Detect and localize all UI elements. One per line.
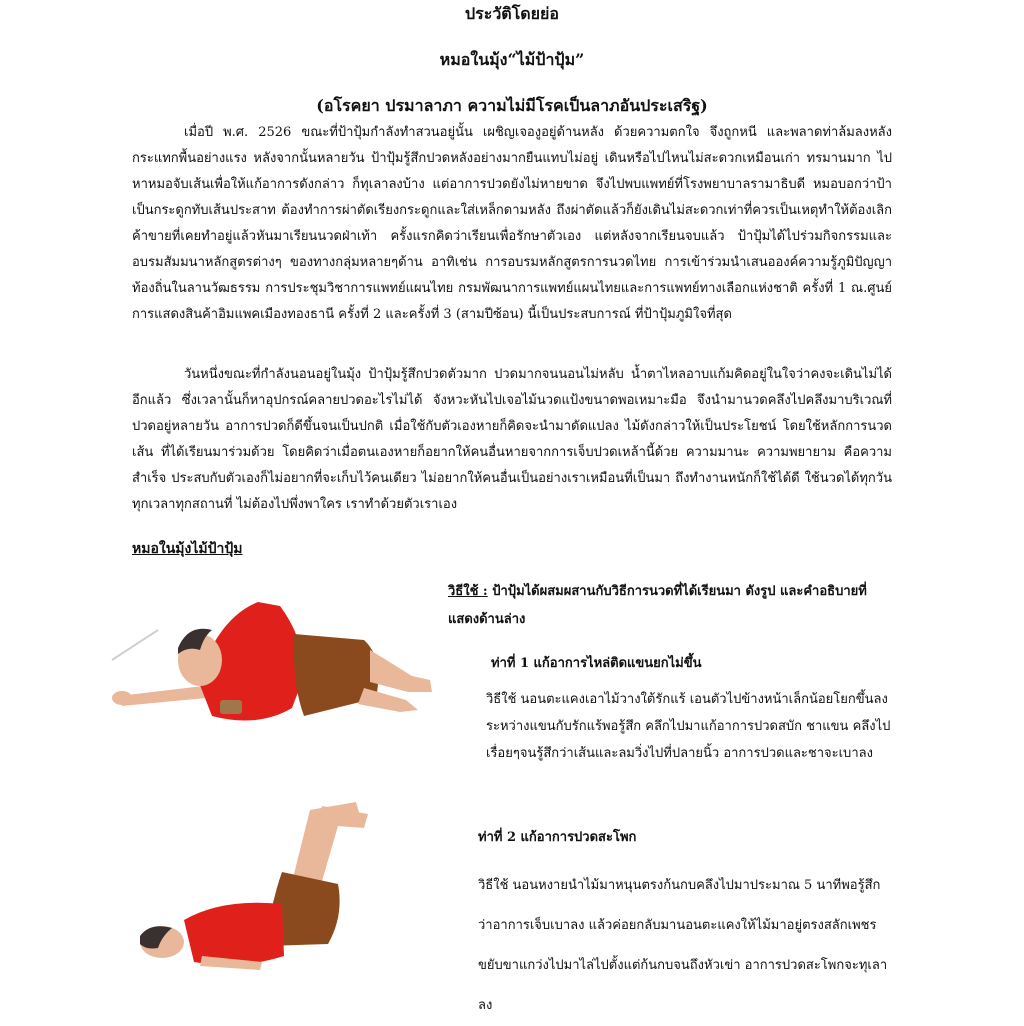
pose-2-instructions: วิธีใช้ นอนหงายนำไม้มาหนุนตรงก้นกบคลึงไปมาประมาณ 5 นาทีพอรู้สึกว่าอาการเจ็บเบาลง แล้วค่อยกลับมานอนตะแคงให้ไม้มาอยู่ตรงสลักเพชร ขยับขาแกว่งไปมาไล่ไปตั้งแต่ก้นกบจนถึงหัวเข่า อาการปวดสะโพกจะทุเลาลง bbox=[478, 878, 888, 1013]
upper-leg bbox=[370, 650, 432, 692]
section-heading: หมอในมุ้งไม้ป้าปุ้ม bbox=[132, 541, 243, 557]
wooden-roller bbox=[220, 700, 242, 714]
usage-label: วิธีใช้ : bbox=[448, 584, 488, 599]
usage-intro bbox=[448, 578, 896, 634]
history-paragraph-1 bbox=[132, 120, 892, 328]
history-paragraph-1-text: เมื่อปี พ.ศ. 2526 ขณะที่ป้าปุ้มกำลังทำสวนอยู่นั้น เผชิญเจองูอยู่ด้านหลัง ด้วยความตกใจ จึงถูกหนี และพลาดท่าล้มลงหลังกระแทกพื้นอย่างแรง หลังจากนั้นหลายวัน ป้าปุ้มรู้สึกปวดหลังอย่างมากยืนแทบไม่อยู่ เดินหรือไปไหนไม่สะดวกเหมือนเก่า ทรมานมาก ไปหาหมอจับเส้นเพื่อให้แก้อาการดังกล่าว ก็ทุเลาลงบ้าง แต่อาการปวดยังไม่หายขาด จึงไปพบแพทย์ที่โรงพยาบาลรามาธิบดี หมอบอกว่าป้าเป็นกระดูกทับเส้นประสาท ต้องทำการผ่าตัดเรียงกระดูกและใส่เหล็กดามหลัง ถึงผ่าตัดแล้วก็ยังเดินไม่สะดวกเท่าที่ควรเป็นเหตุทำให้ต้องเลิกค้าขายที่เคยทำอยู่แล้วหันมาเรียนนวดฝ่าเท้า ครั้งแรกคิดว่าเรียนเพื่อรักษาตัวเอง แต่หลังจากเรียนจบแล้ว ป้าปุ้มได้ไปร่วมกิจกรรมและอบรมสัมมนาหลักสูตรต่างๆ ของทางกลุ่มหลายๆด้าน อาทิเช่น การอบรมหลักสูตรการนวดไทย การเข้าร่วมนำเสนอองค์ความรู้ภูมิปัญญาท้องถิ่นในลานวัฒธรรม การประชุมวิชาการแพทย์แผนไทย กรมพัฒนาการแพทย์แผนไทยและการแพทย์ทางเลือกแห่งชาติ ครั้งที่ 1 ณ.ศูนย์การแสดงสินค้าอิมแพคเมืองทองธานี ครั้งที่ 2 และครั้งที่ 3 (สามปีซ้อน) นี้เป็นประสบการณ์ ที่ป้าปุ้มภูมิใจที่สุด bbox=[132, 125, 892, 322]
red-shirt bbox=[184, 903, 284, 965]
pose-1-photo bbox=[108, 588, 438, 738]
history-paragraph-2 bbox=[132, 362, 892, 518]
pose-2-photo bbox=[132, 796, 382, 971]
pose-1-instructions: วิธีใช้ นอนตะแคงเอาไม้วางใต้รักแร้ เอนตัวไปข้างหน้าเล็กน้อยโยกขึ้นลงระหว่างแขนกับรักแร้พอรู้สึก คลึกไปมาแก้อาการปวดสบัก ชาแขน คลึงไปเรื่อยๆจนรู้สึกว่าเส้นและลมวิ่งไปที่ปลายนิ้ว อาการปวดและชาจะเบาลง bbox=[486, 692, 891, 761]
document-subtitle: หมอในมุ้ง“ไม้ป้าปุ้ม” bbox=[439, 50, 585, 69]
hand bbox=[112, 691, 132, 705]
massage-stick bbox=[112, 630, 158, 660]
document-title: ประวัติโดยย่อ bbox=[464, 4, 560, 23]
pose-1-title: ท่าที่ 1 แก้อาการไหล่ติดแขนยกไม่ขึ้น bbox=[491, 656, 702, 671]
document-motto: (อโรคยา ปรมาลาภา ความไม่มีโรคเป็นลาภอันประเสริฐ) bbox=[316, 96, 708, 115]
history-paragraph-2-text: วันหนึ่งขณะที่กำลังนอนอยู่ในมุ้ง ป้าปุ้มรู้สึกปวดตัวมาก ปวดมากจนนอนไม่หลับ น้ำตาไหลอาบแก้มคิดอยู่ในใจว่าคงจะเดินไม่ได้อีกแล้ว ซึ่งเวลานั้นก็หาอุปกรณ์คลายปวดอะไรไม่ได้ จังหวะหันไปเจอไม้นวดแป้งขนาดพอเหมาะมือ จึงนำมานวดคลึงไปคลึงมาบริเวณที่ปวดอยู่หลายวัน อาการปวดก็ดีขึ้นจนเป็นปกติ เมื่อใช้กับตัวเองหายก็คิดจะนำมาดัดแปลง ไม้ดังกล่าวให้เป็นประโยชน์ โดยใช้หลักการนวดเส้น ที่ได้เรียนมาร่วมด้วย โดยคิดว่าเมื่อตนเองหายก็อยากให้คนอื่นหายจากการเจ็บปวดเหล้านี้ด้วย ความมานะ ความพยายาม คือความสำเร็จ ประสบกับตัวเองก็ไม่อยากที่จะเก็บไว้คนเดียว ไม่อยากให้คนอื่นเป็นอย่างเราเหมือนที่เป็นมา ถึงทำงานหนักก็ใช้ได้ดี ใช้นวดได้ทุกวันทุกเวลาทุกสถานที่ ไม่ต้องไปพึ่งพาใคร เราทำด้วยตัวเราเอง bbox=[132, 367, 892, 512]
usage-intro-text: ป้าปุ้มได้ผสมผสานกับวิธีการนวดที่ได้เรียนมา ดังรูป และคำอธิบายที่แสดงด้านล่าง bbox=[448, 584, 867, 627]
pose-2-title: ท่าที่ 2 แก้อาการปวดสะโพก bbox=[478, 830, 637, 845]
